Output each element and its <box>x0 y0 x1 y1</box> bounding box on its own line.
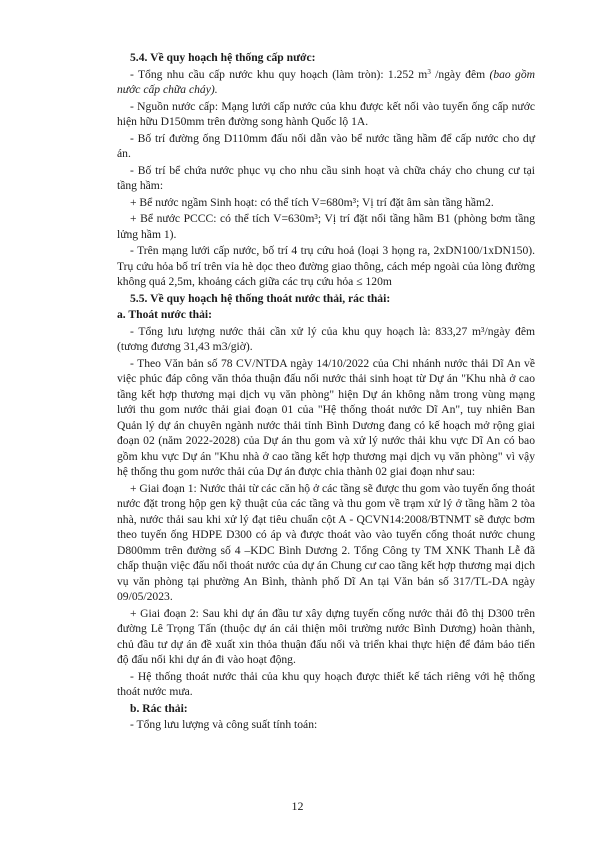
superscript-3: 3 <box>427 67 431 76</box>
page-number: 12 <box>291 799 304 813</box>
wastewater-document-paragraph: - Theo Văn bản số 78 CV/NTDA ngày 14/10/2022 của Chi nhánh nước thải Dĩ An về việc phúc đáp công văn thỏa thuận đấu nối nước thải sinh hoạt từ Dự án "Khu nhà ở cao tầng kết hợp thương mại dịch vụ văn phòng" hiện Dự án không nằm trong vùng mạng lưới thu gom nước thải giai đoạn 01 của "Hệ thống thoát nước Dĩ An", tuy nhiên Ban Quản lý dự án chuyên ngành nước thải tỉnh Bình Dương đang có kế hoạch mở rộng giai đoạn 02 (năm 2022-2028) của Dự án thu gom và xử lý nước thải khu vực Dĩ An có bao gồm khu vực Dự án "Khu nhà ở cao tầng kết hợp thương mại dịch vụ văn phòng" vì vậy hệ thống thu gom nước thải của Dự án được chia thành 02 giai đoạn như sau: <box>117 356 535 478</box>
water-source-paragraph: - Nguồn nước cấp: Mạng lưới cấp nước của khu được kết nối vào tuyến ống cấp nước hiện hữu D150mm trên đường song hành Quốc lộ 1A. <box>117 99 535 128</box>
tank-layout-paragraph: - Bố trí bể chứa nước phục vụ cho nhu cầu sinh hoạt và chữa cháy cho chung cư tại tầng hầm: <box>117 163 535 192</box>
subsection-a-heading: a. Thoát nước thải: <box>117 308 212 321</box>
document-body <box>117 50 535 734</box>
section-5-4-heading: 5.4. Về quy hoạch hệ thống cấp nước: <box>130 51 316 64</box>
water-demand-unit: /ngày đêm <box>430 67 490 81</box>
water-demand-paragraph <box>117 67 535 98</box>
domestic-tank-paragraph: + Bể nước ngầm Sinh hoạt: có thể tích V=680m³; Vị trí đặt âm sàn tầng hầm2. <box>130 195 494 209</box>
section-5-5-heading: 5.5. Về quy hoạch hệ thống thoát nước thải, rác thải: <box>130 291 391 305</box>
waste-volume-paragraph: - Tổng lưu lượng và công suất tính toán: <box>130 718 318 731</box>
fire-tank-paragraph: + Bể nước PCCC: có thể tích V=630m³; Vị trí đặt nổi tầng hầm B1 (phòng bơm tầng lửng hầm 1). <box>117 212 535 241</box>
subsection-b-heading: b. Rác thải: <box>130 701 188 715</box>
water-demand-note: (bao gồm nước cấp chữa cháy). <box>117 67 535 96</box>
phase-1-paragraph: + Giai đoạn 1: Nước thải từ các căn hộ ở các tầng sẽ được thu gom vào tuyến ống thoát nước đặt trong hộp gen kỹ thuật của các tầng và thu gom về trạm xử lý ở tầng hầm 2 tòa nhà, nước thải sau khi xử lý đạt tiêu chuẩn cột A - QCVN14:2008/BTNMT sẽ được bơm theo tuyến ống HDPE D300 có áp và được thoát vào vào tuyến cống thoát nước chung D800mm trên đường số 4 –KDC Bình Dương 2. Tổng Công ty TM XNK Thanh Lễ đã chấp thuận việc đấu nối thoát nước của dự án Chung cư cao tầng kết hợp thương mại dịch vụ văn phòng tại phường An Bình, thành phố Dĩ An tại Văn bản số 317/TL-DA ngày 09/05/2023. <box>117 481 536 603</box>
pipe-layout-paragraph: - Bố trí đường ống D110mm đấu nối dẫn vào bể nước tầng hầm để cấp nước cho dự án. <box>117 131 535 160</box>
wastewater-volume-paragraph: - Tổng lưu lượng nước thải cần xử lý của khu quy hoạch là: 833,27 m³/ngày đêm (tương đương 31,43 m3/giờ). <box>117 324 535 353</box>
phase-2-paragraph: + Giai đoạn 2: Sau khi dự án đầu tư xây dựng tuyến cống nước thải đô thị D300 trên đường Lê Trọng Tấn (thuộc dự án cải thiện môi trường nước Bình Dương) hoàn thành, chủ đầu tư dự án đề xuất xin thỏa thuận đấu nối và triển khai thực hiện để đảm bảo tiến độ đấu nối khi dự án đi vào hoạt động. <box>117 606 535 666</box>
hydrant-paragraph: - Trên mạng lưới cấp nước, bố trí 4 trụ cứu hoả (loại 3 họng ra, 2xDN100/1xDN150). Trụ cứu hỏa bố trí trên vỉa hè dọc theo đường giao thông, cách mép ngoài của lòng đường không quá 2,5m, khoảng cách giữa các trụ cứu hỏa ≤ 120m <box>117 244 535 288</box>
separate-system-paragraph: - Hệ thống thoát nước thải của khu quy hoạch được thiết kế tách riêng với hệ thống thoát nước mưa. <box>117 669 535 698</box>
water-demand-text: - Tổng nhu cầu cấp nước khu quy hoạch (làm tròn): 1.252 m <box>130 67 428 81</box>
